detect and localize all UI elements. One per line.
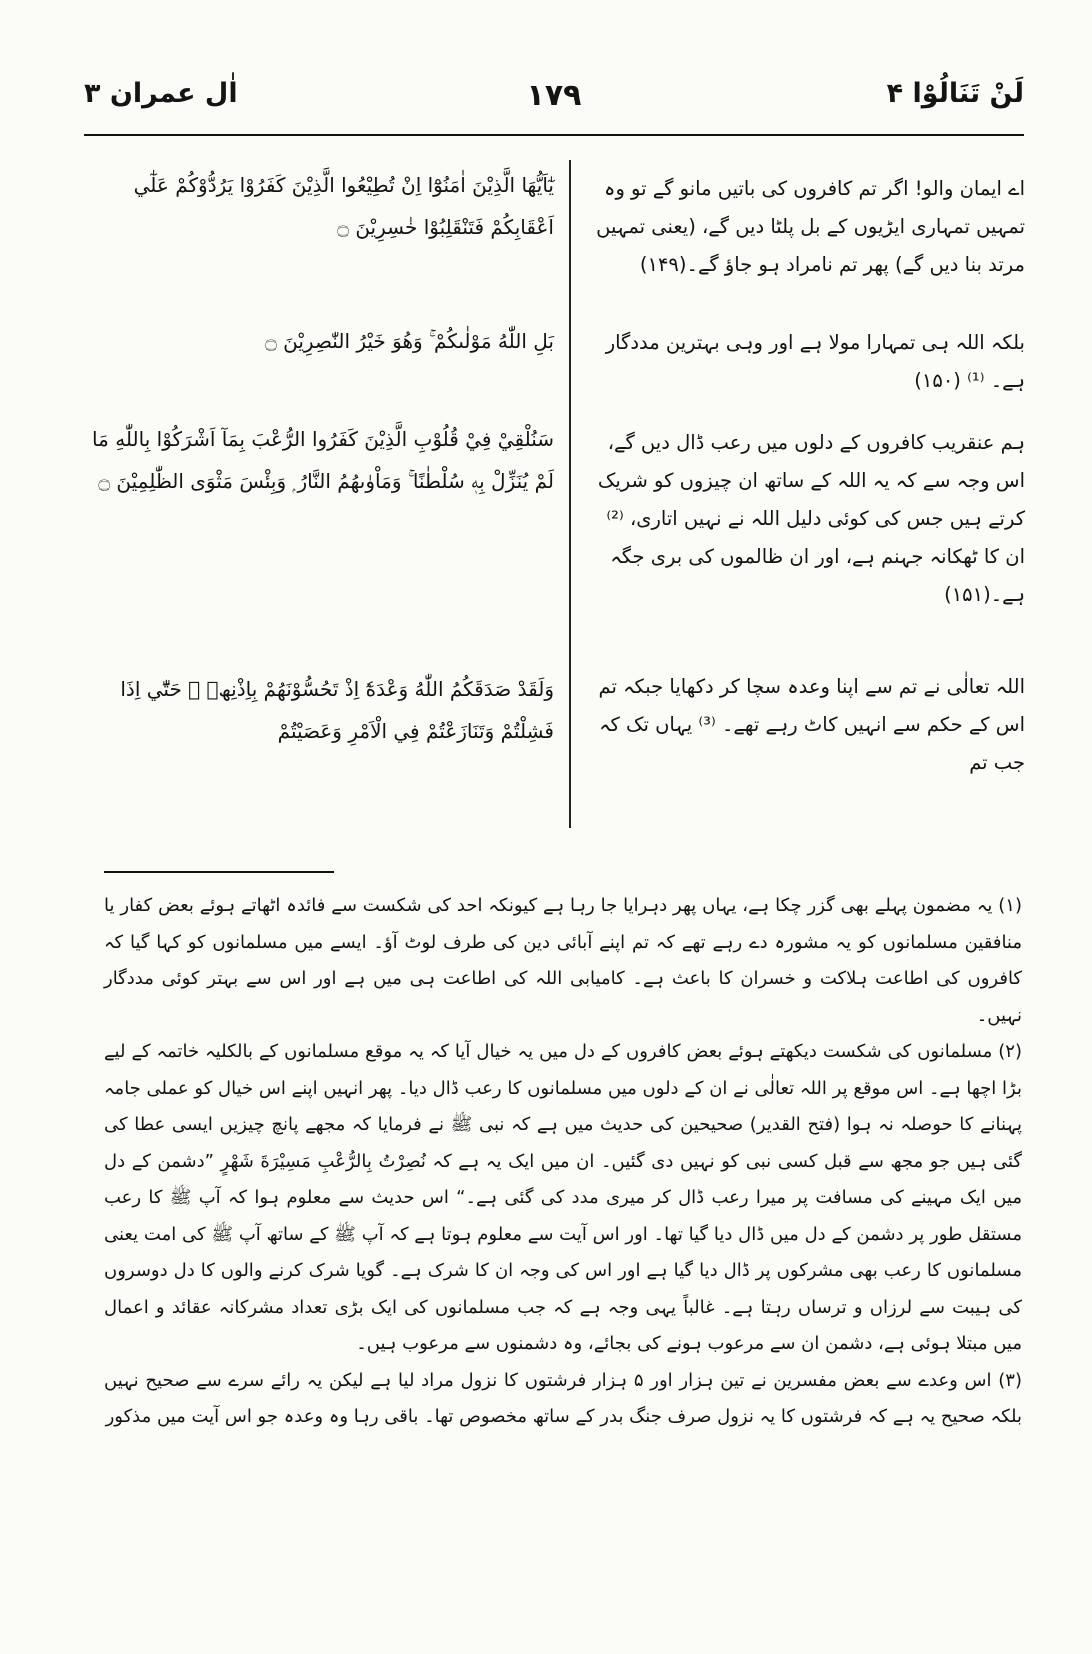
header-divider xyxy=(84,134,1024,136)
juz-name: لَنْ تَنَالُوْا ۴ xyxy=(886,78,1024,109)
page-number: ۱۷۹ xyxy=(526,78,582,113)
translation-151: ہم عنقریب کافروں کے دلوں میں رعب ڈال دیں گے، اس وجہ سے کہ یہ اللہ کے ساتھ ان چیزوں کو شریک کرتے ہیں جس کی کوئی دلیل اللہ نے نہیں اتاری، ⁽²⁾ ان کا ٹھکانہ جہنم ہے، اور ان ظالموں کی بری جگہ ہے۔(۱۵۱) xyxy=(597,431,1025,606)
footnote-2: (۲) مسلمانوں کی شکست دیکھتے ہوئے بعض کافروں کے دل میں یہ خیال آیا کہ یہ موقع مسلمانوں کے بالکلیہ خاتمہ کے لیے بڑا اچھا ہے۔ اس موقع پر اللہ تعالٰی نے ان کے دلوں میں مسلمانوں کا رعب ڈال دیا۔ پھر انہیں اپنے اس خیال کو عملی جامہ پہنانے کا حوصلہ نہ ہوا (فتح القدیر) صحیحین کی حدیث میں ہے کہ نبی ﷺ نے فرمایا کہ مجھے پانچ چیزیں ایسی عطا کی گئی ہیں جو مجھ سے قبل کسی نبی کو نہیں دی گئیں۔ ان میں ایک یہ ہے کہ نُصِرْتُ بِالرُّعْبِ مَسِيْرَةَ شَهْرٍ ”دشمن کے دل میں ایک مہینے کی مسافت پر میرا رعب ڈال کر میری مدد کی گئی ہے۔“ اس حدیث سے معلوم ہوا کہ آپ ﷺ کا رعب مستقل طور پر دشمن کے دل میں ڈال دیا گیا تھا۔ اور اس آیت سے معلوم ہوتا ہے کہ آپ ﷺ کے ساتھ آپ ﷺ کی امت یعنی مسلمانوں کا رعب بھی مشرکوں پر ڈال دیا گیا ہے اور اس کی وجہ ان کا شرک ہے۔ گویا شرک کرنے والوں کا دل دوسروں کی ہیبت سے لرزاں و ترساں رہتا ہے۔ غالباً یہی وجہ ہے کہ جب مسلمانوں کی ایک بڑی تعداد مشرکانہ عقائد و اعمال میں مبتلا ہوئی ہے، دشمن ان سے مرعوب ہونے کی بجائے، وہ دشمنوں سے مرعوب ہیں۔ xyxy=(104,1041,1022,1354)
translation-150: بلکہ اللہ ہی تمہارا مولا ہے اور وہی بہترین مددگار ہے۔ ⁽¹⁾ (۱۵۰) xyxy=(605,331,1025,392)
footnote-divider xyxy=(104,871,334,873)
verse-149: يٰٓاَيُّهَا الَّذِيْنَ اٰمَنُوْٓا اِنْ تُطِيْعُوا الَّذِيْنَ كَفَرُوْا يَرُدُّوْكُمْ عَلٰٓي اَعْقَابِكُمْ فَتَنْقَلِبُوْا خٰسِرِيْنَ ۝ xyxy=(133,173,554,239)
verse-150: بَلِ اللّٰهُ مَوْلٰىكُمْ ۚ وَھُوَ خَيْرُ النّٰصِرِيْنَ ۝ xyxy=(265,329,554,353)
footnotes xyxy=(104,888,1022,1436)
column-divider xyxy=(569,160,571,828)
verse-152: وَلَقَدْ صَدَقَكُمُ اللّٰهُ وَعْدَهٗٓ اِذْ تَحُسُّوْنَھُمْ بِاِذْنِھٖ ۚ حَتّٰٓي اِذَا فَشِلْتُمْ وَتَنَازَعْتُمْ فِي الْاَمْرِ وَعَصَيْتُمْ xyxy=(120,677,554,743)
translation-149: اے ایمان والو! اگر تم کافروں کی باتیں مانو گے تو وہ تمہیں تمہاری ایڑیوں کے بل پلٹا دیں گے، (یعنی تمہیں مرتد بنا دیں گے) پھر تم نامراد ہو جاؤ گے۔(۱۴۹) xyxy=(596,177,1025,276)
footnote-1: (۱) یہ مضمون پہلے بھی گزر چکا ہے، یہاں پھر دہرایا جا رہا ہے کیونکہ احد کی شکست سے فائدہ اٹھاتے ہوئے بعض کفار یا منافقین مسلمانوں کو یہ مشورہ دے رہے تھے کہ تم اپنے آبائی دین کی طرف لوٹ آؤ۔ ایسے میں مسلمانوں کو کہا گیا کہ کافروں کی اطاعت ہلاکت و خسران کا باعث ہے۔ کامیابی اللہ کی اطاعت ہی میں ہے اور اس سے بہتر کوئی مددگار نہیں۔ xyxy=(104,895,1023,1026)
verse-151: سَنُلْقِيْ فِيْ قُلُوْبِ الَّذِيْنَ كَفَرُوا الرُّعْبَ بِمَآ اَشْرَكُوْا بِاللّٰهِ مَا لَمْ يُنَزِّلْ بِهٖ سُلْطٰنًا ۚ وَمَاْوٰىھُمُ النَّارُ ۭ وَبِئْسَ مَثْوَى الظّٰلِمِيْنَ ۝ xyxy=(92,427,554,493)
footnote-3: (۳) اس وعدے سے بعض مفسرین نے تین ہزار اور ۵ ہزار فرشتوں کا نزول مراد لیا ہے لیکن یہ رائے سرے سے صحیح نہیں بلکہ صحیح یہ ہے کہ فرشتوں کا یہ نزول صرف جنگ بدر کے ساتھ مخصوص تھا۔ باقی رہا وہ وعدہ جو اس آیت میں مذکور xyxy=(104,1369,1022,1427)
translation-152: اللہ تعالٰی نے تم سے اپنا وعدہ سچا کر دکھایا جبکہ تم اس کے حکم سے انہیں کاٹ رہے تھے۔ ⁽³⁾ یہاں تک کہ جب تم xyxy=(598,675,1025,774)
page-header xyxy=(84,78,1024,130)
surah-name: اٰل عمران ۳ xyxy=(84,78,238,109)
